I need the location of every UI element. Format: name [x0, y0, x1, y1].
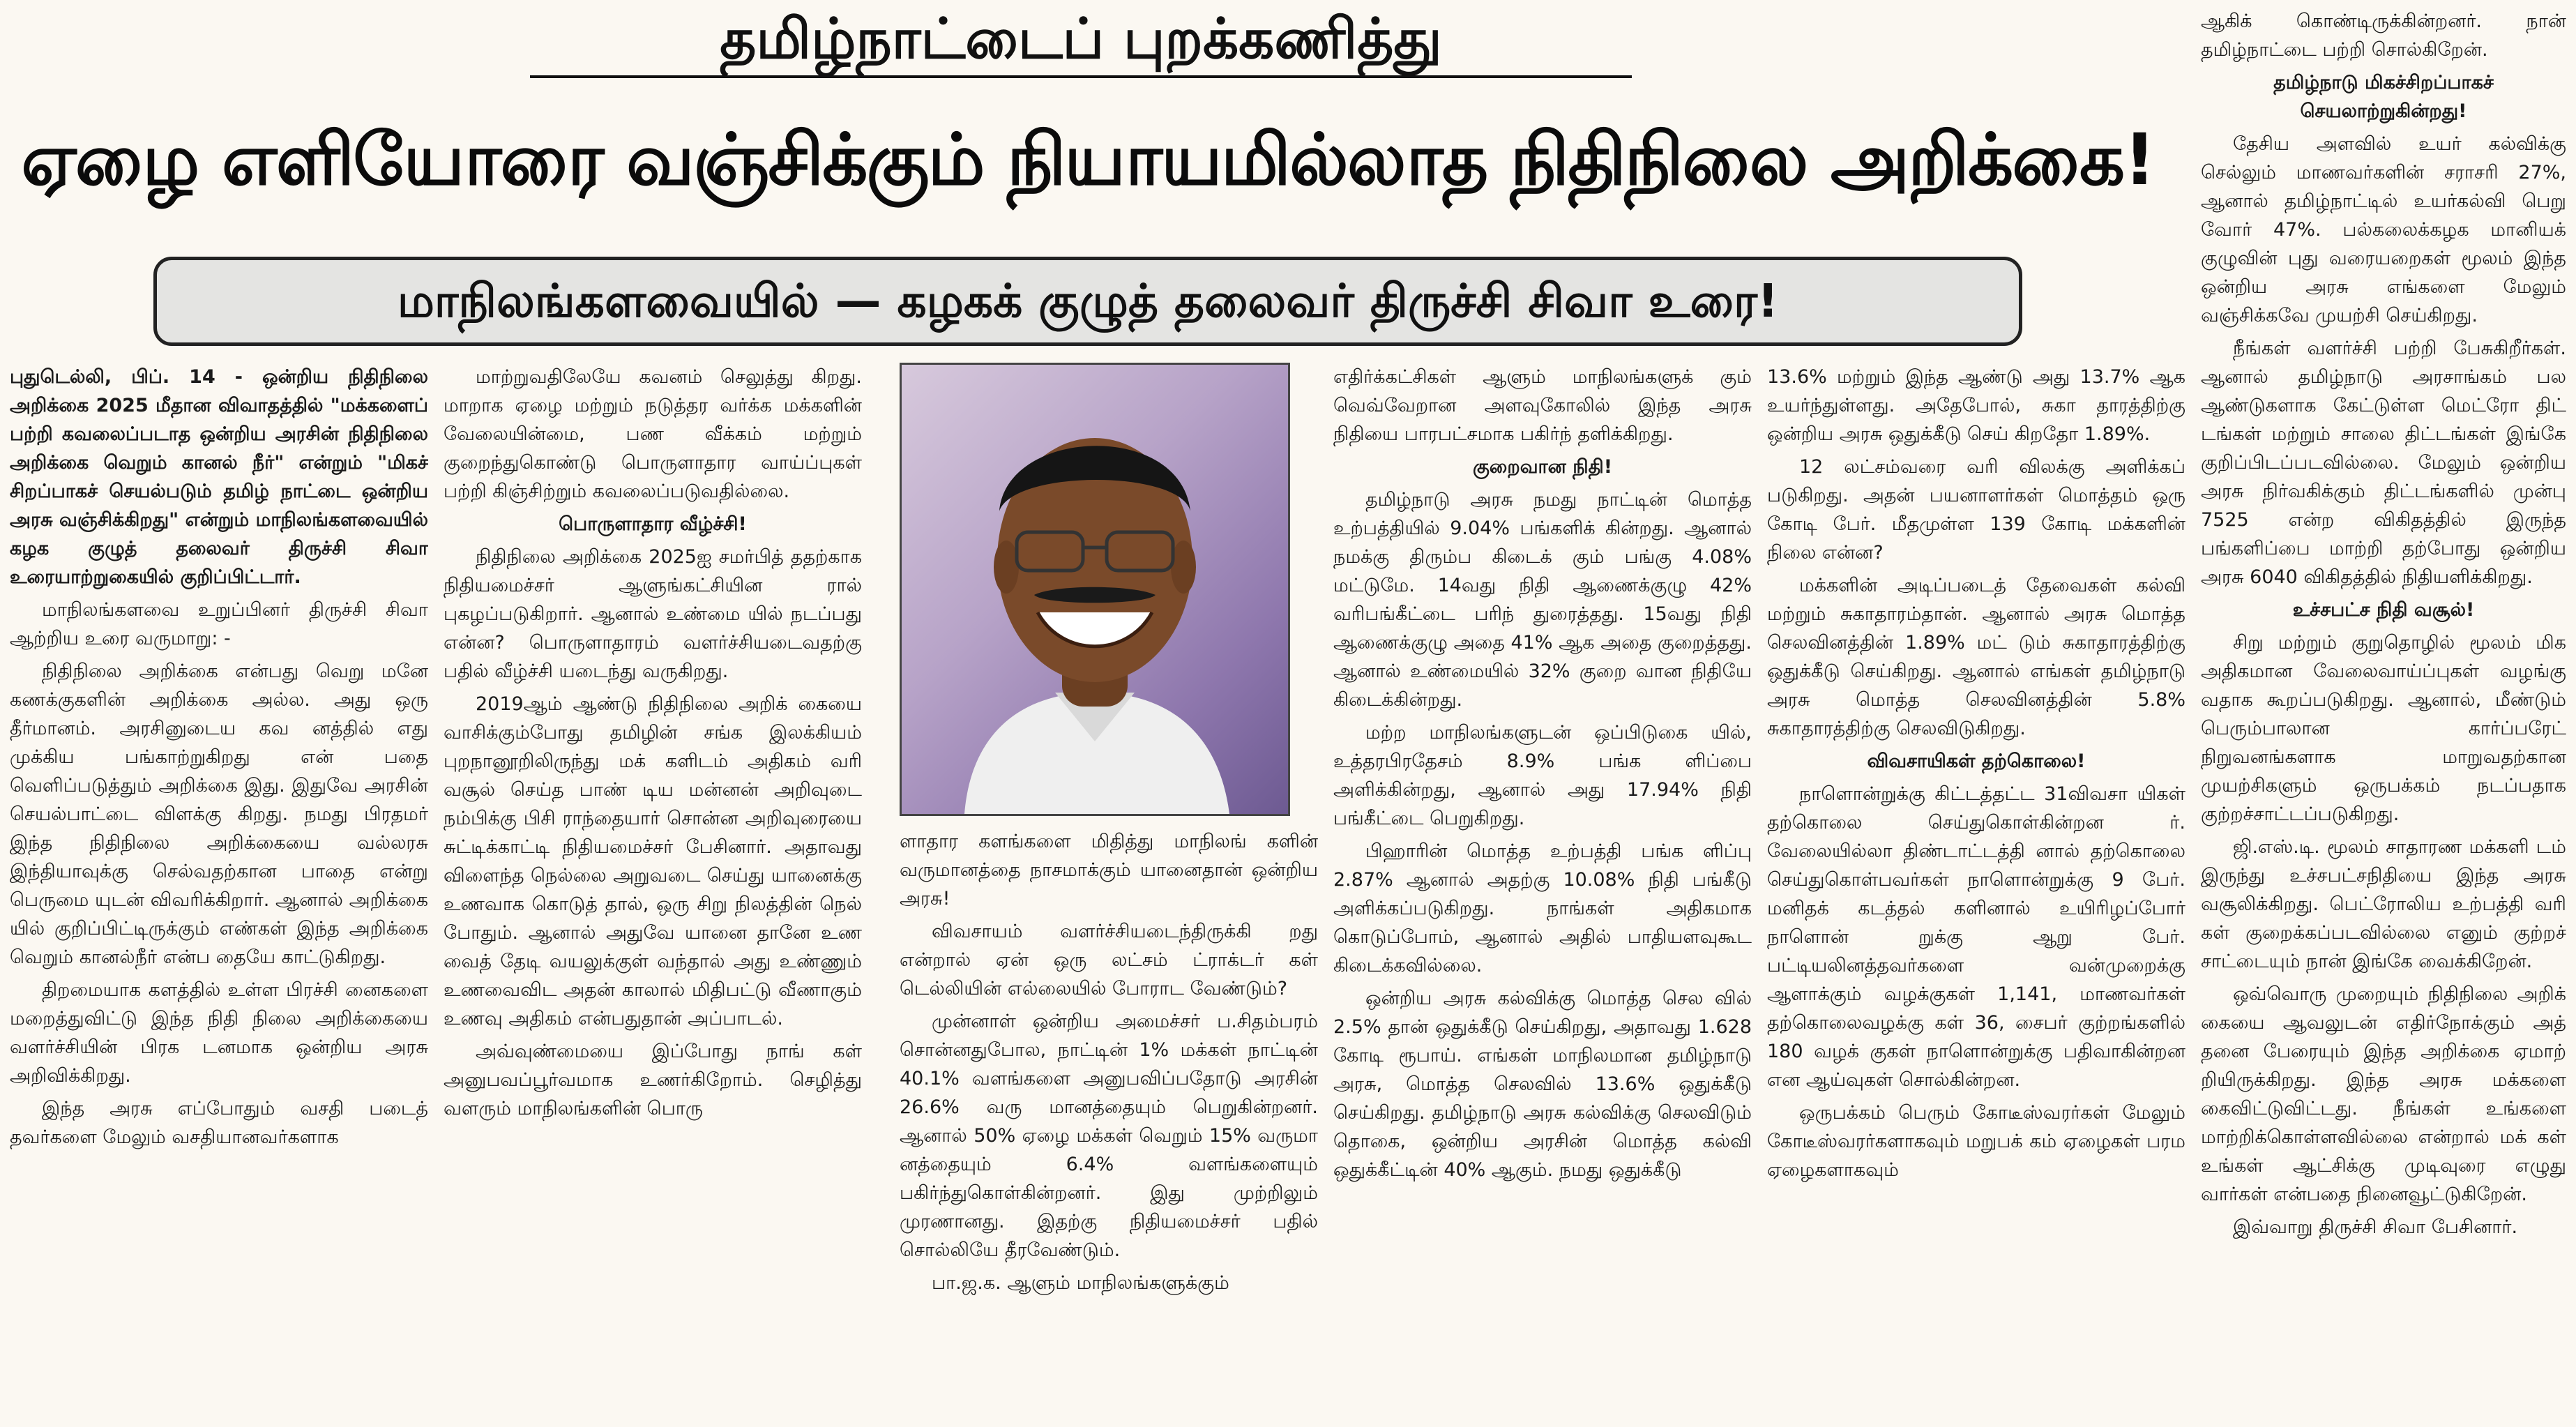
paragraph: மற்ற மாநிலங்களுடன் ஒப்பிடுகை யில், உத்தரபிரதேசம் 8.9% பங்க ளிப்பை அளிக்கின்றது, ஆனால் அது 17.94% நிதி பங்கீட்டை பெறுகிறது. — [1333, 722, 1752, 829]
paragraph: தமிழ்நாடு அரசு நமது நாட்டின் மொத்த உற்பத்தியில் 9.04% பங்களிக் கின்றது. ஆனால் நமக்கு திரும்ப கிடைக் கும் பங்கு 4.08% மட்டுமே. 14வது நிதி ஆணைக்குழு 42% வரிபங்கீட்டை பரிந் துரைத்தது. 15வது நிதி ஆணைக்குழு அதை 41% ஆக அதை குறைத்தது. ஆனால் உண்மையில் 32% குறை வான நிதியே கிடைக்கின்றது. — [1333, 489, 1752, 711]
paragraph: இந்த அரசு எப்போதும் வசதி படைத் தவர்களை மேலும் வசதியானவர்களாக — [10, 1098, 428, 1148]
paragraph: பிஹாரின் மொத்த உற்பத்தி பங்க ளிப்பு 2.87% ஆனால் அதற்கு 10.08% நிதி பங்கீடு அளிக்கப்படுகிறது. நாங்கள் அதிகமாக கொடுப்போம், ஆனால் அதில் பாதியளவுகூட கிடைக்கவில்லை. — [1333, 840, 1752, 976]
paragraph: 12 லட்சம்வரை வரி விலக்கு அளிக்கப் படுகிறது. அதன் பயனாளர்கள் மொத்தம் ஒரு கோடி பேர். மீதமுள்ள 139 கோடி மக்களின் நிலை என்ன? — [1767, 456, 2185, 564]
speaker-photo — [900, 363, 1290, 816]
paragraph: மக்களின் அடிப்படைத் தேவைகள் கல்வி மற்றும் சுகாதாரம்தான். ஆனால் அரசு மொத்த செலவினத்தின் 1.89% மட் டும் சுகாதாரத்திற்கு ஒதுக்கீடு செய்கிறது. ஆனால் எங்கள் தமிழ்நாடு அரசு மொத்த செலவினத்தின் 5.8% சுகாதாரத்திற்கு செலவிடுகிறது. — [1767, 575, 2185, 739]
article-column-4 — [1333, 363, 1752, 1409]
paragraph: ஆகிக் கொண்டிருக்கின்றனர். நான் தமிழ்நாட்டை பற்றி சொல்கிறேன். — [2201, 10, 2566, 61]
paragraph: முன்னாள் ஒன்றிய அமைச்சர் ப.சிதம்பரம் சொன்னதுபோல, நாட்டின் 1% மக்கள் நாட்டின் 40.1% வளங்களை அனுபவிப்பதோடு அரசின் 26.6% வரு மானத்தையும் பெறுகின்றனர். ஆனால் 50% ஏழை மக்கள் வெறும் 15% வருமா னத்தையும் 6.4% வளங்களையும் பகிர்ந்துகொள்கின்றனர். இது முற்றிலும் முரணானது. இதற்கு நிதியமைச்சர் பதில் சொல்லியே தீரவேண்டும். — [900, 1011, 1318, 1261]
article-column-3 — [900, 827, 1318, 1409]
kicker-title: தமிழ்நாட்டைப் புறக்கணித்து — [720, 6, 1442, 71]
paragraph: ளாதார களங்களை மிதித்து மாநிலங் களின் வருமானத்தை நாசமாக்கும் யானைதான் ஒன்றிய அரசு! — [900, 831, 1318, 909]
paragraph: நிதிநிலை அறிக்கை என்பது வெறு மனே கணக்குகளின் அறிக்கை அல்ல. அது ஒரு தீர்மானம். அரசினுடைய கவ னத்தில் எது முக்கிய பங்காற்றுகிறது என் பதை வெளிப்படுத்தும் அறிக்கை இது. இதுவே அரசின் செயல்பாட்டை விளக்கு கிறது. நமது பிரதமர் இந்த நிதிநிலை அறிக்கையை வல்லரசு இந்தியாவுக்கு செல்வதற்கான பாதை என்று பெருமை யுடன் விவரிக்கிறார். ஆனால் அறிக்கை யில் குறிப்பிட்டிருக்கும் எண்கள் இந்த அறிக்கை வெறும் கானல்நீர் என்ப தையே காட்டுகிறது. — [10, 660, 428, 968]
section-subhead: குறைவான நிதி! — [1472, 456, 1613, 478]
paragraph: பா.ஜ.க. ஆளும் மாநிலங்களுக்கும் — [932, 1272, 1229, 1294]
speaker-portrait-illustration — [902, 365, 1288, 814]
article-column-1 — [10, 363, 428, 1409]
paragraph: நாளொன்றுக்கு கிட்டத்தட்ட 31விவசா யிகள் தற்கொலை செய்துகொள்கின்றன ர். வேலையில்லா திண்டாட்டத்தி னால் தற்கொலை செய்துகொள்பவர்கள் நாளொன்றுக்கு 9 பேர். மனிதக் கடத்தல் களினால் உயிரிழப்போர் நாளொன் றுக்கு ஆறு பேர். பட்டியலினத்தவர்களை வன்முறைக்கு ஆளாக்கும் வழக்குகள் 1,141, மாணவர்கள் தற்கொலைவழக்கு கள் 36, சைபர் குற்றங்களில் 180 வழக் குகள் நாளொன்றுக்கு பதிவாகின்றன என ஆய்வுகள் சொல்கின்றன. — [1767, 783, 2185, 1091]
paragraph: 13.6% மற்றும் இந்த ஆண்டு அது 13.7% ஆக உயர்ந்துள்ளது. அதேபோல், சுகா தாரத்திற்கு ஒன்றிய அரசு ஒதுக்கீடு செய் கிறதோ 1.89%. — [1767, 366, 2185, 445]
article-column-6 — [2201, 7, 2566, 1423]
lead-paragraph: புதுடெல்லி, பிப். 14 - ஒன்றிய நிதிநிலை அறிக்கை 2025 மீதான விவாதத்தில் "மக்களைப் பற்றி கவலைப்படாத ஒன்றிய அரசின் நிதிநிலை அறிக்கை வெறும் கானல் நீர்" என்றும் "மிகச் சிறப்பாகச் செயல்படும் தமிழ் நாட்டை ஒன்றிய அரசு வஞ்சிக்கிறது" என்றும் மாநிலங்களவையில் கழக குழுத் தலைவர் திருச்சி சிவா உரையாற்றுகையில் குறிப்பிட்டார். — [10, 366, 428, 588]
paragraph: ஒவ்வொரு முறையும் நிதிநிலை அறிக் கையை ஆவலுடன் எதிர்நோக்கும் அத் தனை பேரையும் இந்த அறிக்கை ஏமாற் றியிருக்கிறது. இந்த அரசு மக்களை கைவிட்டுவிட்டது. நீங்கள் உங்களை மாற்றிக்கொள்ளவில்லை என்றால் மக் கள் உங்கள் ஆட்சிக்கு முடிவுரை எழுது வார்கள் என்பதை நினைவூட்டுகிறேன். — [2201, 983, 2566, 1205]
paragraph: சிறு மற்றும் குறுதொழில் மூலம் மிக அதிகமான வேலைவாய்ப்புகள் வழங்கு வதாக கூறப்படுகிறது. ஆனால், மீண்டும் பெரும்பாலான கார்ப்பரேட் நிறுவனங்களாக மாறுவதற்கான முயற்சிகளும் ஒருபக்கம் நடப்பதாக குற்றச்சாட்டப்படுகிறது. — [2201, 632, 2566, 825]
paragraph: மாற்றுவதிலேயே கவனம் செலுத்து கிறது. மாறாக ஏழை மற்றும் நடுத்தர வர்க்க மக்களின் வேலையின்மை, பண வீக்கம் மற்றும் குறைந்துகொண்டு பொருளாதார வாய்ப்புகள் பற்றி கிஞ்சிற்றும் கவலைப்படுவதில்லை. — [444, 366, 862, 502]
subheadline-banner: மாநிலங்களவையில் — கழகக் குழுத் தலைவர் திருச்சி சிவா உரை! — [153, 257, 2022, 346]
paragraph: நீங்கள் வளர்ச்சி பற்றி பேசுகிறீர்கள். ஆனால் தமிழ்நாடு அரசாங்கம் பல ஆண்டுகளாக கேட்டுள்ள மெட்ரோ திட் டங்கள் மற்றும் சாலை திட்டங்கள் இங்கே குறிப்பிடப்படவில்லை. மேலும் ஒன்றிய அரசு நிர்வகிக்கும் திட்டங்களில் முன்பு 7525 என்ற விகிதத்தில் இருந்த பங்களிப்பை மாற்றி தற்போது ஒன்றிய அரசு 6040 விகிதத்தில் நிதியளிக்கிறது. — [2201, 338, 2566, 588]
paragraph: ஒன்றிய அரசு கல்விக்கு மொத்த செல வில் 2.5% தான் ஒதுக்கீடு செய்கிறது, அதாவது 1.628 கோடி ரூபாய். எங்கள் மாநிலமான தமிழ்நாடு அரசு, மொத்த செலவில் 13.6% ஒதுக்கீடு செய்கிறது. தமிழ்நாடு அரசு கல்விக்கு செலவிடும் தொகை, ஒன்றிய அரசின் மொத்த கல்வி ஒதுக்கீட்டின் 40% ஆகும். நமது ஒதுக்கீடு — [1333, 988, 1752, 1181]
headline: ஏழை எளியோரை வஞ்சிக்கும் நியாயமில்லாத நிதிநிலை அறிக்கை! — [21, 119, 2155, 202]
paragraph: அவ்வுண்மையை இப்போது நாங் கள் அனுபவப்பூர்வமாக உணர்கிறோம். செழித்து வளரும் மாநிலங்களின் பொரு — [444, 1041, 862, 1119]
section-subhead: விவசாயிகள் தற்கொலை! — [1867, 750, 2086, 772]
article-column-5 — [1767, 363, 2185, 1409]
paragraph: தேசிய அளவில் உயர் கல்விக்கு செல்லும் மாணவர்களின் சராசரி 27%, ஆனால் தமிழ்நாட்டில் உயர்கல்வி பெறு வோர் 47%. பல்கலைக்கழக மானியக் குழுவின் புது வரையறைகள் மூலம் இந்த ஒன்றிய அரசு எங்களை மேலும் வஞ்சிக்கவே முயற்சி செய்கிறது. — [2201, 133, 2566, 326]
section-subhead: தமிழ்நாடு மிகச்சிறப்பாகச் செயலாற்றுகின்றது! — [2273, 72, 2494, 122]
section-subhead: உச்சபட்ச நிதி வசூல்! — [2292, 599, 2475, 621]
paragraph: எதிர்க்கட்சிகள் ஆளும் மாநிலங்களுக் கும் வெவ்வேறான அளவுகோலில் இந்த அரசு நிதியை பாரபட்சமாக பகிர்ந் தளிக்கிறது. — [1333, 366, 1752, 445]
paragraph: மாநிலங்களவை உறுப்பினர் திருச்சி சிவா ஆற்றிய உரை வருமாறு: - — [10, 599, 428, 649]
paragraph: நிதிநிலை அறிக்கை 2025ஐ சமர்பித் ததற்காக நிதியமைச்சர் ஆளுங்கட்சியின ரால் புகழப்படுகிறார். ஆனால் உண்மை யில் நடப்பது என்ன? பொருளாதாரம் வளர்ச்சியடைவதற்கு பதில் வீழ்ச்சி யடைந்து வருகிறது. — [444, 546, 862, 682]
paragraph: விவசாயம் வளர்ச்சியடைந்திருக்கி றது என்றால் ஏன் ஒரு லட்சம் ட்ராக்டர் கள் டெல்லியின் எல்லையில் போராட வேண்டும்? — [900, 921, 1318, 999]
dateline: புதுடெல்லி, பிப். 14 - — [10, 366, 243, 388]
article-column-2 — [444, 363, 862, 1409]
kicker-underline — [530, 75, 1632, 78]
paragraph: ஒருபக்கம் பெரும் கோடீஸ்வரர்கள் மேலும் கோடீஸ்வரர்களாகவும் மறுபக் கம் ஏழைகள் பரம ஏழைகளாகவும் — [1767, 1102, 2185, 1181]
section-subhead: பொருளாதார வீழ்ச்சி! — [559, 513, 747, 535]
paragraph: இவ்வாறு திருச்சி சிவா பேசினார். — [2233, 1216, 2518, 1238]
paragraph: திறமையாக களத்தில் உள்ள பிரச்சி னைகளை மறைத்துவிட்டு இந்த நிதி நிலை அறிக்கையை வளர்ச்சியின் பிரக டனமாக ஒன்றிய அரசு அறிவிக்கிறது. — [10, 979, 428, 1087]
paragraph: 2019ஆம் ஆண்டு நிதிநிலை அறிக் கையை வாசிக்கும்போது தமிழின் சங்க இலக்கியம் புறநானூறிலிருந்து மக் களிடம் அதிகம் வரி வசூல் செய்த பாண் டிய மன்னன் அறிவுடை நம்பிக்கு பிசி ராந்தையார் சொன்ன அறிவுரையை சுட்டிக்காட்டி நிதியமைச்சர் பேசினார். அதாவது விளைந்த நெல்லை அறுவடை செய்து யானைக்கு உணவாக கொடுத் தால், ஒரு சிறு நிலத்தின் நெல் போதும். ஆனால் அதுவே யானை தானே உண வைத் தேடி வயலுக்குள் வந்தால் அது உண்ணும் உணவைவிட அதன் காலால் மிதிபட்டு வீணாகும் உணவு அதிகம் என்பதுதான் அப்பாடல். — [444, 693, 862, 1029]
paragraph: ஜி.எஸ்.டி. மூலம் சாதாரண மக்களி டம் இருந்து உச்சபட்சநிதியை இந்த அரசு வசூலிக்கிறது. பெட்ரோலிய உற்பத்தி வரி கள் குறைக்கப்படவில்லை எனும் குற்றச் சாட்டையும் நான் இங்கே வைக்கிறேன். — [2201, 836, 2566, 972]
